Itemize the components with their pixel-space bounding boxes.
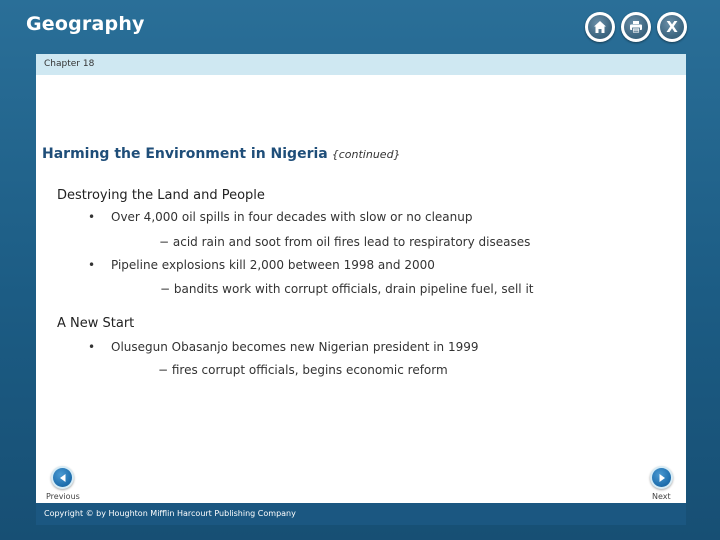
app-title: Geography (26, 13, 145, 35)
list-item (88, 210, 472, 224)
bullet-glyph: • (88, 258, 96, 272)
arrow-left-icon (58, 473, 68, 483)
section-heading-destroying: Destroying the Land and People (57, 188, 265, 203)
sub-item: − acid rain and soot from oil fires lead to respiratory diseases (159, 235, 531, 249)
home-button[interactable] (585, 12, 615, 42)
list-item (88, 340, 479, 354)
bullet-text: Pipeline explosions kill 2,000 between 1998 and 2000 (111, 258, 435, 272)
exit-button[interactable] (657, 12, 687, 42)
bullet-glyph: • (88, 340, 96, 354)
slide-title-text: Harming the Environment in Nigeria (42, 146, 328, 162)
slide-panel (36, 54, 686, 503)
sub-item: − fires corrupt officials, begins economic reform (158, 363, 448, 377)
print-button[interactable] (621, 12, 651, 42)
home-icon (593, 20, 607, 34)
sub-item: − bandits work with corrupt officials, drain pipeline fuel, sell it (160, 282, 534, 296)
section-heading-new-start: A New Start (57, 316, 135, 331)
previous-label[interactable]: Previous (46, 492, 80, 501)
slide-title (42, 146, 401, 162)
previous-button[interactable] (51, 466, 74, 489)
footer-bar (36, 503, 686, 525)
bullet-text: Over 4,000 oil spills in four decades with slow or no cleanup (111, 210, 473, 224)
list-item (88, 258, 435, 272)
printer-icon (629, 20, 643, 34)
chapter-bar (36, 54, 686, 75)
arrow-right-icon (657, 473, 667, 483)
bullet-text: Olusegun Obasanjo becomes new Nigerian president in 1999 (111, 340, 479, 354)
bullet-glyph: • (88, 210, 96, 224)
close-icon: X (666, 17, 678, 36)
next-label[interactable]: Next (652, 492, 671, 501)
copyright-text: Copyright © by Houghton Mifflin Harcourt Publishing Company (44, 509, 296, 518)
next-button[interactable] (650, 466, 673, 489)
chapter-label: Chapter 18 (44, 59, 95, 69)
slide-title-continued: {continued} (331, 148, 401, 161)
